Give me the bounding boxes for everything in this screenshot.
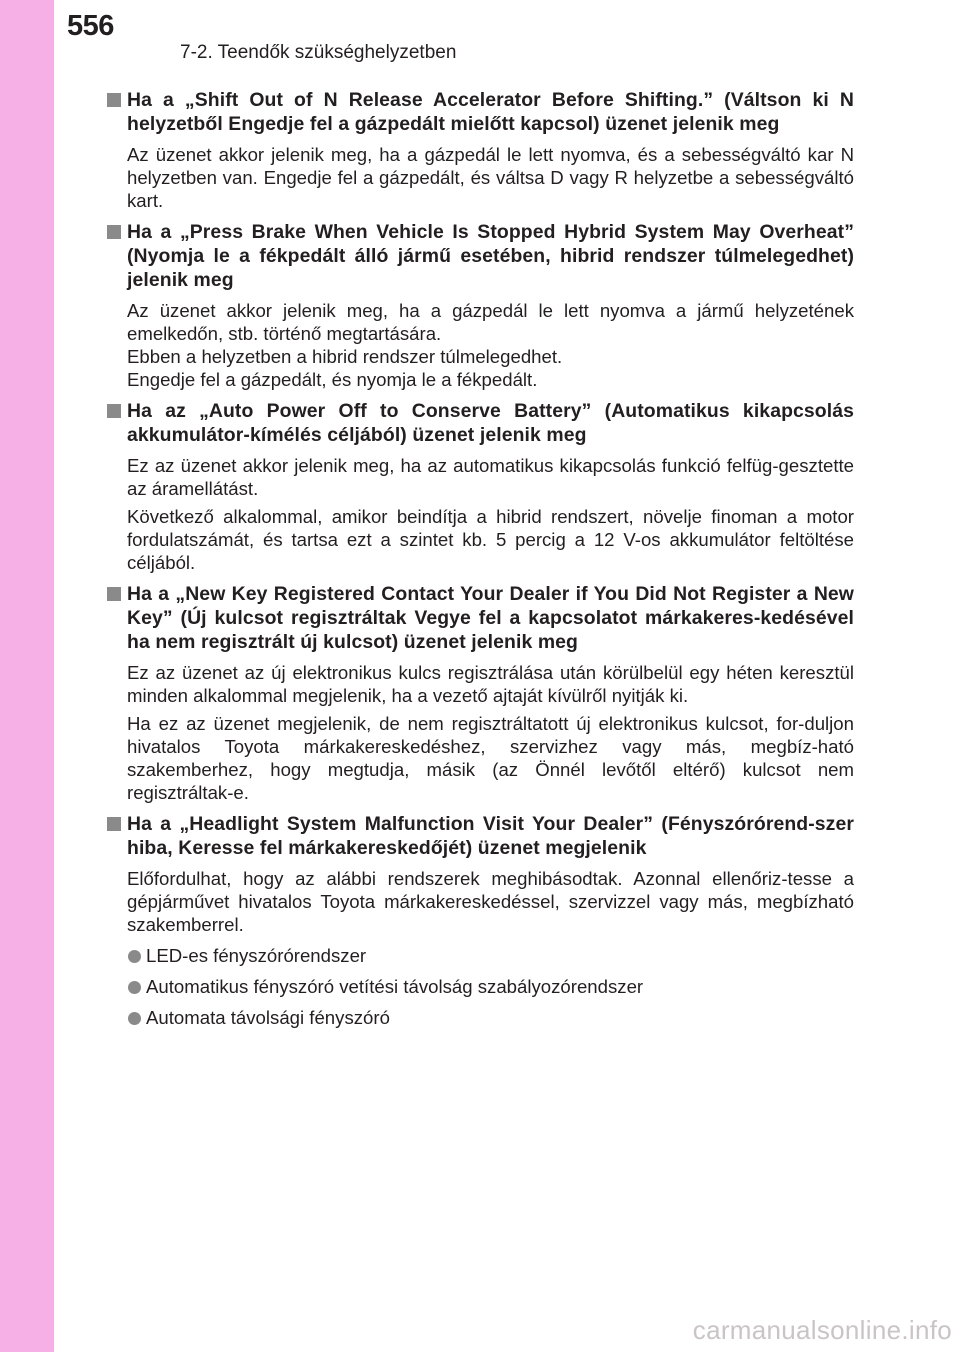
section-title	[104, 399, 854, 447]
list-item	[104, 1006, 854, 1029]
paragraph	[104, 299, 854, 391]
chapter-title: 7-2. Teendők szükséghelyzetben	[180, 42, 457, 63]
square-bullet-icon	[107, 404, 121, 418]
paragraph: Ha ez az üzenet megjelenik, de nem regisztráltatott új elektronikus kulcsot, for-duljon hivatalos Toyota márkakereskedéshez, szervizhez vagy más, megbíz-ható szakemberhez, hogy megtudja, másik (az Önnél levőtől eltérő) kulcsot nem regisztráltak-e.	[127, 713, 854, 803]
section-title-text: Ha a „Shift Out of N Release Accelerator Before Shifting.” (Váltson ki N helyzetből Engedje fel a gázpedált mielőtt kapcsol) üzenet jelenik meg	[127, 89, 854, 135]
list-item	[104, 944, 854, 967]
paragraph: Előfordulhat, hogy az alábbi rendszerek meghibásodtak. Azonnal ellenőriz-tesse a gépjárművet hivatalos Toyota márkakereskedéssel, szervizzel vagy más, megbízható szakemberrel.	[127, 868, 854, 935]
list-item	[104, 975, 854, 998]
paragraph-line: Az üzenet akkor jelenik meg, ha a gázpedál le lett nyomva a jármű helyzetének emelkedőn, stb. történő megtartására.	[127, 300, 854, 344]
section-title-text: Ha a „Press Brake When Vehicle Is Stopped Hybrid System May Overheat” (Nyomja le a fékpedált álló jármű esetében, hibrid rendszer túlmelegedhet) jelenik meg	[127, 221, 854, 291]
section-title	[104, 88, 854, 136]
circle-bullet-icon	[128, 950, 141, 963]
page-number: 556	[67, 10, 114, 42]
paragraph-line: Ebben a helyzetben a hibrid rendszer túlmelegedhet.	[127, 346, 563, 367]
page-content	[104, 88, 854, 1037]
square-bullet-icon	[107, 225, 121, 239]
section-title-text: Ha az „Auto Power Off to Conserve Battery” (Automatikus kikapcsolás akkumulátor-kímélés céljából) üzenet jelenik meg	[127, 400, 854, 446]
square-bullet-icon	[107, 93, 121, 107]
paragraph: Következő alkalommal, amikor beindítja a hibrid rendszert, növelje finoman a motor fordulatszámát, és tartsa ezt a szintet kb. 5 percig a 12 V-os akkumulátor feltöltése céljából.	[127, 506, 854, 573]
section-press-brake	[104, 220, 854, 391]
section-auto-power-off	[104, 399, 854, 574]
square-bullet-icon	[107, 817, 121, 831]
section-title	[104, 812, 854, 860]
paragraph: Ez az üzenet az új elektronikus kulcs regisztrálása után körülbelül egy héten keresztül minden alkalommal megjelenik, ha a vezető ajtaját kívülről nyitják ki.	[127, 662, 854, 706]
paragraph-line: Engedje fel a gázpedált, és nyomja le a fékpedált.	[127, 369, 538, 390]
paragraph: Ez az üzenet akkor jelenik meg, ha az automatikus kikapcsolás funkció felfüg-gesztette az áramellátást.	[127, 455, 854, 499]
list-item-text: Automata távolsági fényszóró	[146, 1007, 390, 1028]
section-title-text: Ha a „New Key Registered Contact Your Dealer if You Did Not Register a New Key” (Új kulcsot regisztráltak Vegye fel a kapcsolatot márkakeres-kedésével ha nem regisztrált új kulcsot) üzenet jelenik meg	[127, 583, 854, 653]
list-item-text: Automatikus fényszóró vetítési távolság szabályozórendszer	[146, 976, 644, 997]
section-title	[104, 220, 854, 292]
circle-bullet-icon	[128, 981, 141, 994]
circle-bullet-icon	[128, 1012, 141, 1025]
section-headlight-malfunction	[104, 812, 854, 1029]
section-title-text: Ha a „Headlight System Malfunction Visit Your Dealer” (Fényszórórend-szer hiba, Keresse fel márkakereskedőjét) üzenet megjelenik	[127, 813, 854, 859]
sidebar-accent	[0, 0, 54, 1352]
section-new-key-registered	[104, 582, 854, 804]
section-title	[104, 582, 854, 654]
list-item-text: LED-es fényszórórendszer	[146, 945, 367, 966]
section-shift-out-of-n	[104, 88, 854, 212]
watermark: carmanualsonline.info	[692, 1315, 952, 1345]
square-bullet-icon	[107, 587, 121, 601]
paragraph: Az üzenet akkor jelenik meg, ha a gázpedál le lett nyomva, és a sebességváltó kar N helyzetben van. Engedje fel a gázpedált, és váltsa D vagy R helyzetbe a sebességváltó kart.	[127, 144, 854, 211]
